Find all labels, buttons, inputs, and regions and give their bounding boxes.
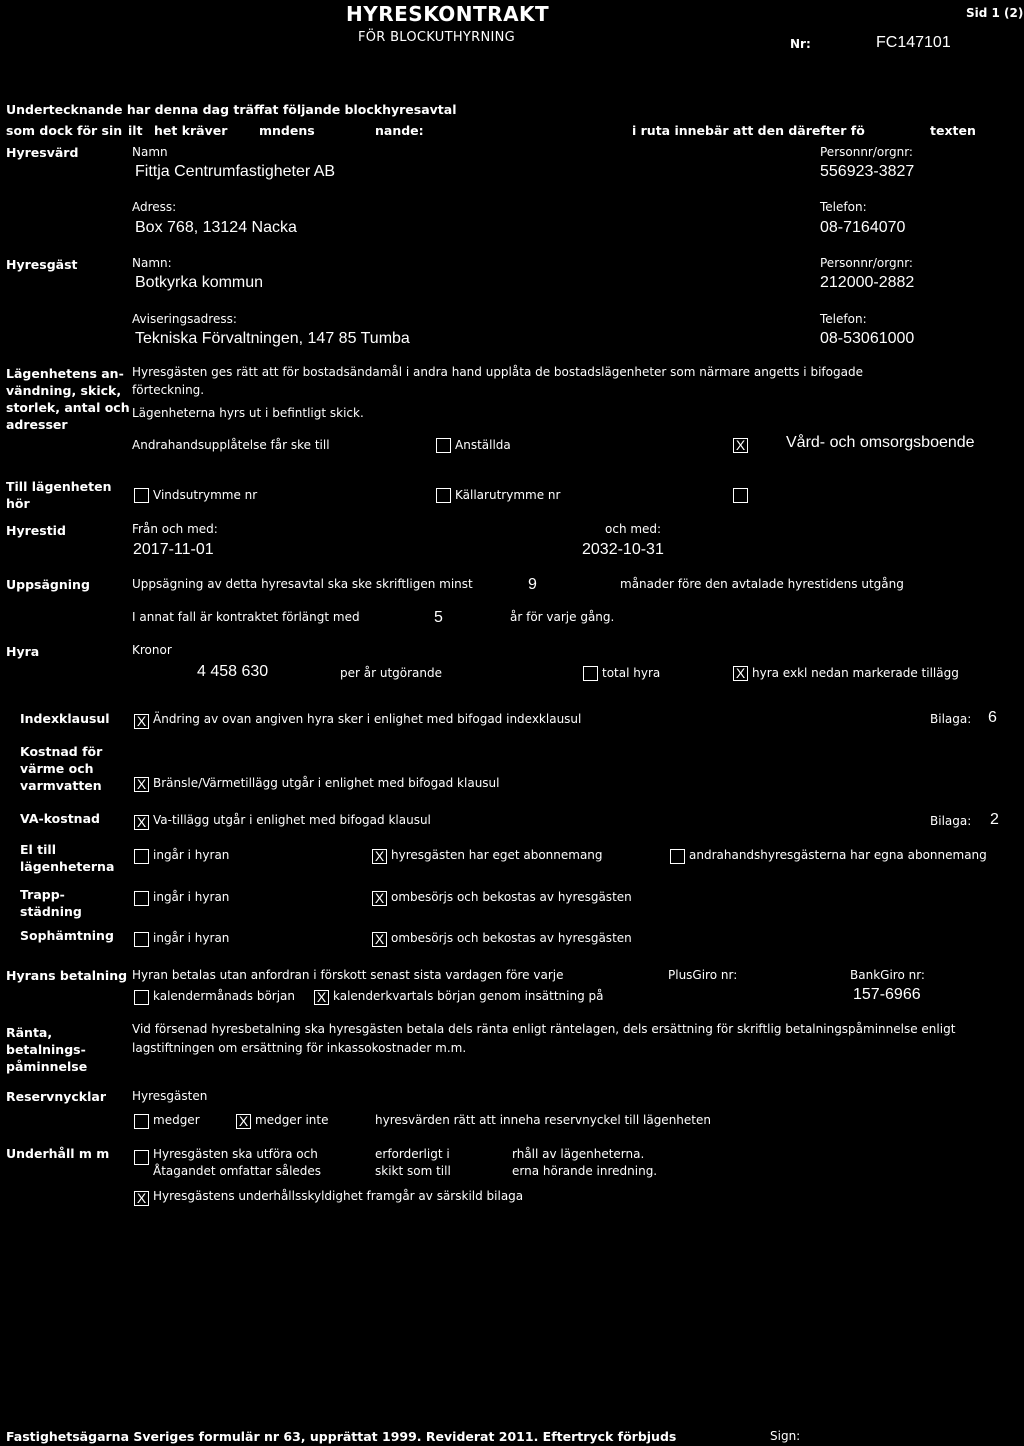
checkbox-maintenance-annex[interactable]: X [134, 1191, 149, 1206]
heating-label-2: värme och [20, 761, 94, 776]
form-title: HYRESKONTRAKT [346, 2, 550, 26]
usage-text-2: förteckning. [132, 383, 205, 397]
index-bilaga-label: Bilaga: [930, 712, 972, 726]
landlord-name-label: Namn [132, 145, 168, 159]
checkbox-hyra-exkl[interactable]: X [733, 666, 748, 681]
tenant-orgnr: 212000-2882 [820, 274, 915, 291]
heating-label-1: Kostnad för [20, 744, 103, 759]
intro-line-2a: som dock för sin [6, 123, 123, 138]
bankgiro-number: 157-6966 [853, 986, 921, 1003]
maintenance-text-f: erna hörande inredning. [512, 1164, 658, 1178]
total-hyra-label: total hyra [602, 666, 661, 680]
page-number: Sid 1 (2) [966, 6, 1024, 20]
checkbox-keys-deny[interactable]: X [236, 1114, 251, 1129]
term-to: 2032-10-31 [582, 541, 664, 558]
usage-label-4: adresser [6, 417, 68, 432]
usage-label-1: Lägenhetens an- [6, 366, 124, 381]
index-label: Indexklausul [20, 711, 110, 726]
interest-label-2: betalnings- [6, 1042, 86, 1057]
term-to-label: och med: [605, 522, 662, 536]
monthly-label: kalendermånads början [153, 989, 296, 1003]
bankgiro-label: BankGiro nr: [850, 968, 925, 982]
maintenance-text-d: Åtagandet omfattar således [153, 1164, 322, 1178]
landlord-orgnr-label: Personnr/orgnr: [820, 145, 913, 159]
water-bilaga: 2 [990, 811, 999, 828]
sign-label: Sign: [770, 1429, 801, 1443]
landlord-address-label: Adress: [132, 200, 177, 214]
notice-months: 9 [528, 576, 537, 593]
interest-text-1: Vid försenad hyresbetalning ska hyresgästen betala dels ränta enligt räntelagen, dels ersättning för skriftlig betalningspåminnelse enligt [132, 1022, 956, 1036]
heating-label-3: varmvatten [20, 778, 102, 793]
intro-line-1: Undertecknande har denna dag träffat följande blockhyresavtal [6, 102, 457, 117]
contract-number: FC147101 [876, 34, 951, 51]
checkbox-monthly[interactable] [134, 990, 149, 1005]
term-from-label: Från och med: [132, 522, 218, 536]
interest-text-2: lagstiftningen om ersättning för inkassokostnader m.m. [132, 1041, 467, 1055]
rent-kronor-label: Kronor [132, 643, 172, 657]
maintenance-text-a: Hyresgästen ska utföra och [153, 1147, 318, 1161]
checkbox-vind[interactable] [134, 488, 149, 503]
maintenance-text-b: erforderligt i [375, 1147, 450, 1161]
form-subtitle: FÖR BLOCKUTHYRNING [358, 30, 516, 45]
termination-text-1: Uppsägning av detta hyresavtal ska ske skriftligen minst [132, 577, 473, 591]
term-label: Hyrestid [6, 523, 66, 538]
tenant-phone: 08-53061000 [820, 330, 915, 347]
intro-line-2b: ilt [128, 123, 143, 138]
term-from: 2017-11-01 [133, 541, 214, 558]
stair-tenant-label: ombesörjs och bekostas av hyresgästen [391, 890, 632, 904]
checkbox-quarterly[interactable]: X [314, 990, 329, 1005]
el-included-label: ingår i hyran [153, 848, 230, 862]
el-subtenant-label: andrahandshyresgästerna har egna abonnemang [689, 848, 987, 862]
hyra-exkl-label: hyra exkl nedan markerade tillägg [752, 666, 959, 680]
keys-allow-label: medger [153, 1113, 200, 1127]
checkbox-waste-tenant[interactable]: X [372, 932, 387, 947]
usage-text-3: Lägenheterna hyrs ut i befintligt skick. [132, 406, 364, 420]
intro-line-2c: het kräver [154, 123, 228, 138]
footer-text: Fastighetsägarna Sveriges formulär nr 63, upprättat 1999. Reviderat 2011. Eftertryck förbjuds [6, 1429, 677, 1444]
checkbox-el-own[interactable]: X [372, 849, 387, 864]
water-text: Va-tillägg utgår i enlighet med bifogad klausul [153, 813, 431, 827]
sublet-label: Andrahandsupplåtelse får ske till [132, 438, 330, 452]
tenant-label: Hyresgäst [6, 257, 78, 272]
usage-label-2: vändning, skick, [6, 383, 122, 398]
keys-deny-label: medger inte [255, 1113, 329, 1127]
spare-keys-label: Reservnycklar [6, 1089, 106, 1104]
maintenance-label: Underhåll m m [6, 1146, 110, 1161]
waste-included-label: ingår i hyran [153, 931, 230, 945]
belongs-label-1: Till lägenheten [6, 479, 112, 494]
checkbox-keys-allow[interactable] [134, 1114, 149, 1129]
maintenance-text-e: skikt som till [375, 1164, 451, 1178]
tenant-orgnr-label: Personnr/orgnr: [820, 256, 913, 270]
electricity-label-1: El till [20, 842, 57, 857]
index-bilaga: 6 [988, 709, 997, 726]
intro-line-2f: i ruta innebär att den därefter fö [632, 123, 865, 138]
landlord-phone-label: Telefon: [820, 200, 867, 214]
anstallda-label: Anställda [455, 438, 511, 452]
checkbox-stair-tenant[interactable]: X [372, 891, 387, 906]
landlord-address: Box 768, 13124 Nacka [135, 219, 297, 236]
interest-label-3: påminnelse [6, 1059, 88, 1074]
termination-label: Uppsägning [6, 577, 90, 592]
checkbox-index[interactable]: X [134, 714, 149, 729]
index-text: Ändring av ovan angiven hyra sker i enlighet med bifogad indexklausul [153, 712, 582, 726]
checkbox-total-hyra[interactable] [583, 666, 598, 681]
landlord-orgnr: 556923-3827 [820, 163, 915, 180]
tenant-phone-label: Telefon: [820, 312, 867, 326]
checkbox-vard-omsorg[interactable]: X [733, 438, 748, 453]
checkbox-anstallda[interactable] [436, 438, 451, 453]
checkbox-stair-included[interactable] [134, 891, 149, 906]
quarterly-label: kalenderkvartals början genom insättning på [333, 989, 604, 1003]
landlord-name: Fittja Centrumfastigheter AB [135, 163, 336, 180]
waste-label: Sophämtning [20, 928, 114, 943]
tenant-name-label: Namn: [132, 256, 172, 270]
usage-label-3: storlek, antal och [6, 400, 130, 415]
stair-included-label: ingår i hyran [153, 890, 230, 904]
termination-text-2: månader före den avtalade hyrestidens utgång [620, 577, 904, 591]
checkbox-kallar[interactable] [436, 488, 451, 503]
stair-label-2: städning [20, 904, 82, 919]
payment-label: Hyrans betalning [6, 968, 128, 983]
rent-per-year: per år utgörande [340, 666, 443, 680]
heating-text: Bränsle/Värmetillägg utgår i enlighet med bifogad klausul [153, 776, 500, 790]
checkbox-waste-included[interactable] [134, 932, 149, 947]
kallar-label: Källarutrymme nr [455, 488, 561, 502]
extension-text-2: år för varje gång. [510, 610, 615, 624]
water-bilaga-label: Bilaga: [930, 814, 972, 828]
extension-years: 5 [434, 609, 443, 626]
checkbox-maintenance-tenant[interactable] [134, 1150, 149, 1165]
extension-text-1: I annat fall är kontraktet förlängt med [132, 610, 360, 624]
rent-amount: 4 458 630 [197, 663, 269, 680]
electricity-label-2: lägenheterna [20, 859, 115, 874]
maintenance-text-c: rhåll av lägenheterna. [512, 1147, 645, 1161]
landlord-label: Hyresvärd [6, 145, 79, 160]
checkbox-water[interactable]: X [134, 815, 149, 830]
el-own-label: hyresgästen har eget abonnemang [391, 848, 603, 862]
checkbox-other[interactable] [733, 488, 748, 503]
tenant-name: Botkyrka kommun [135, 274, 264, 291]
usage-text-1: Hyresgästen ges rätt att för bostadsändamål i andra hand upplåta de bostadslägenheter som närmare angetts i bifogade [132, 365, 863, 379]
intro-line-2d: mndens [259, 123, 315, 138]
waste-tenant-label: ombesörjs och bekostas av hyresgästen [391, 931, 632, 945]
nr-label: Nr: [790, 37, 811, 51]
maintenance-annex-text: Hyresgästens underhållsskyldighet framgår av särskild bilaga [153, 1189, 524, 1203]
intro-line-2g: texten [930, 123, 976, 138]
vard-omsorg-label: Vård- och omsorgsboende [786, 434, 975, 451]
checkbox-el-included[interactable] [134, 849, 149, 864]
checkbox-el-subtenant[interactable] [670, 849, 685, 864]
rent-label: Hyra [6, 644, 40, 659]
checkbox-heating[interactable]: X [134, 777, 149, 792]
belongs-label-2: hör [6, 496, 30, 511]
water-label: VA-kostnad [20, 811, 100, 826]
spare-keys-who: Hyresgästen [132, 1089, 208, 1103]
spare-keys-text: hyresvärden rätt att inneha reservnyckel till lägenheten [375, 1113, 711, 1127]
tenant-address: Tekniska Förvaltningen, 147 85 Tumba [135, 330, 410, 347]
interest-label-1: Ränta, [6, 1025, 53, 1040]
tenant-address-label: Aviseringsadress: [132, 312, 237, 326]
landlord-phone: 08-7164070 [820, 219, 906, 236]
vind-label: Vindsutrymme nr [153, 488, 258, 502]
payment-text: Hyran betalas utan anfordran i förskott senast sista vardagen före varje [132, 968, 564, 982]
intro-line-2e: nande: [375, 123, 424, 138]
plusgiro-label: PlusGiro nr: [668, 968, 738, 982]
stair-label-1: Trapp- [20, 887, 65, 902]
